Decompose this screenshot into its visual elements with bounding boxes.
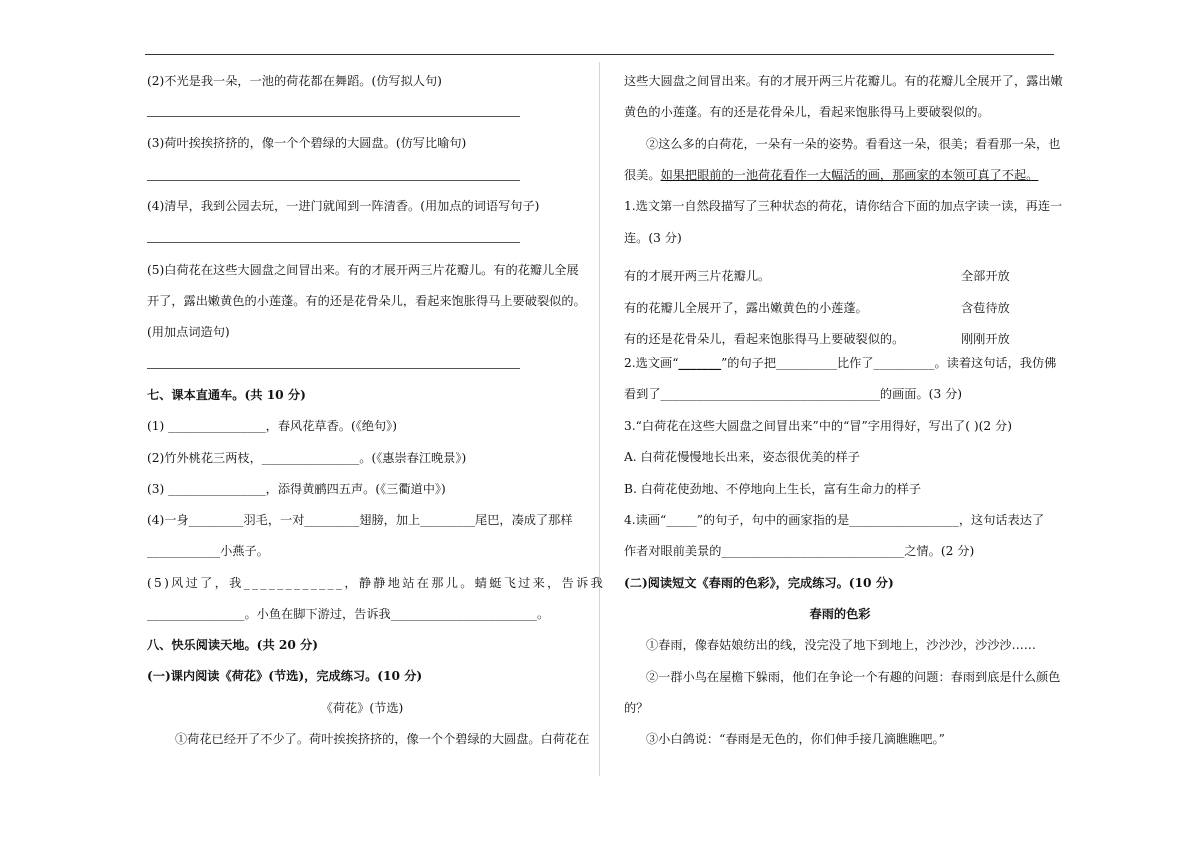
section-7-item-5-line-2: ________________。小鱼在脚下游过，告诉我________________________。 (147, 607, 550, 621)
match-left-2[interactable]: 有的花瓣儿全展开了，露出嫩黄色的小莲蓬。 (624, 301, 868, 315)
question-1-prompt-cont: 连。(3 分) (624, 231, 682, 245)
question-4-prompt: (4)清早，我到公园去玩，一进门就闻到一阵清香。(用加点的词语写句子) (147, 199, 540, 213)
section-7-item-2: (2)竹外桃花三两枝，________________。(《惠崇春江晚景》) (147, 451, 467, 465)
answer-line[interactable] (147, 242, 520, 243)
question-5-line-2: 开了，露出嫩黄色的小莲蓬。有的还是花骨朵儿，看起来饱胀得马上要破裂似的。 (147, 294, 586, 308)
match-right-2[interactable]: 含苞待放 (961, 301, 1010, 315)
reading-1-title: (一)课内阅读《荷花》(节选)，完成练习。(10 分) (147, 669, 423, 683)
passage-2-paragraph-3: ③小白鸽说：“春雨是无色的，你们伸手接几滴瞧瞧吧。” (646, 732, 945, 746)
section-8-title: 八、快乐阅读天地。(共 20 分) (147, 638, 319, 652)
underlined-sentence: 如果把眼前的一池荷花看作一大幅活的画，那画家的本领可真了不起。 (660, 168, 1039, 182)
question-4-prompt: 4.读画“_____”的句子，句中的画家指的是__________________，这句话表达了 (624, 513, 1045, 527)
question-1-prompt: 1.选文第一自然段描写了三种状态的荷花，请你结合下面的加点字读一读，再连一 (624, 199, 1063, 213)
question-5-line-1: (5)白荷花在这些大圆盘之间冒出来。有的才展开两三片花瓣儿。有的花瓣儿全展 (147, 263, 579, 277)
section-7-item-5-line-1: (5)风过了，我____________，静静地站在那儿。蜻蜓飞过来，告诉我 (147, 576, 606, 590)
answer-line[interactable] (147, 180, 520, 181)
question-2-prompt-cont: 看到了____________________________________的画面。(3 分) (624, 387, 963, 401)
section-7-item-4-line-2: ____________小燕子。 (147, 544, 269, 558)
passage-2-paragraph-2-cont: 的？ (624, 701, 649, 715)
passage-paragraph-2-line-2: 很美。如果把眼前的一池荷花看作一大幅活的画，那画家的本领可真了不起。 (624, 168, 1039, 182)
question-3-prompt: 3.“白荷花在这些大圆盘之间冒出来”中的“冒”字用得好，写出了( )(2 分) (624, 419, 1012, 433)
question-2-prompt: (2)不光是我一朵，一池的荷花都在舞蹈。(仿写拟人句) (147, 74, 442, 88)
passage-paragraph-1: ①荷花已经开了不少了。荷叶挨挨挤挤的，像一个个碧绿的大圆盘。白荷花在 (175, 732, 590, 746)
passage-paragraph-2: ②这么多的白荷花，一朵有一朵的姿势。看看这一朵，很美；看看那一朵，也 (646, 137, 1061, 151)
passage-paragraph-1-continued: 黄色的小莲蓬。有的还是花骨朵儿，看起来饱胀得马上要破裂似的。 (624, 105, 990, 119)
top-rule (145, 54, 1054, 55)
reading-2-title: (二)阅读短文《春雨的色彩》，完成练习。(10 分) (624, 576, 894, 590)
question-4-prompt-cont: 作者对眼前美景的______________________________之情。(2 分) (624, 544, 975, 558)
answer-line[interactable] (147, 368, 520, 369)
passage-paragraph-1-continued: 这些大圆盘之间冒出来。有的才展开两三片花瓣儿。有的花瓣儿全展开了，露出嫩 (624, 74, 1063, 88)
match-right-1[interactable]: 全部开放 (961, 269, 1010, 283)
match-left-1[interactable]: 有的才展开两三片花瓣儿。 (624, 269, 771, 283)
passage-title: 《荷花》(节选) (320, 701, 404, 715)
match-left-3[interactable]: 有的还是花骨朵儿，看起来饱胀得马上要破裂似的。 (624, 332, 905, 346)
question-3-option-b[interactable]: B. 白荷花使劲地、不停地向上生长，富有生命力的样子 (624, 482, 922, 496)
passage-2-paragraph-1: ①春雨，像春姑娘纺出的线，没完没了地下到地上，沙沙沙，沙沙沙…… (646, 638, 1036, 652)
column-divider (599, 62, 600, 776)
passage-2-title: 春雨的色彩 (809, 607, 871, 621)
section-7-title: 七、课本直通车。(共 10 分) (147, 388, 306, 402)
question-3-option-a[interactable]: A. 白荷花慢慢地长出来，姿态很优美的样子 (624, 450, 860, 464)
question-5-line-3: (用加点词造句) (147, 325, 230, 339)
section-7-item-3: (3) ________________，添得黄鹂四五声。(《三衢道中》) (147, 482, 446, 496)
answer-line[interactable] (147, 116, 520, 117)
question-2-prompt: 2.选文画“_______”的句子把__________比作了__________。读着这句话，我仿佛 (624, 356, 1057, 370)
passage-2-paragraph-2: ②一群小鸟在屋檐下躲雨，他们在争论一个有趣的问题：春雨到底是什么颜色 (646, 670, 1061, 684)
section-7-item-1: (1) ________________，春风花草香。(《绝句》) (147, 419, 398, 433)
question-3-prompt: (3)荷叶挨挨挤挤的，像一个个碧绿的大圆盘。(仿写比喻句) (147, 136, 467, 150)
section-7-item-4-line-1: (4)一身_________羽毛，一对_________翅膀，加上_________尾巴，凑成了那样 (147, 513, 573, 527)
match-right-3[interactable]: 刚刚开放 (961, 332, 1010, 346)
